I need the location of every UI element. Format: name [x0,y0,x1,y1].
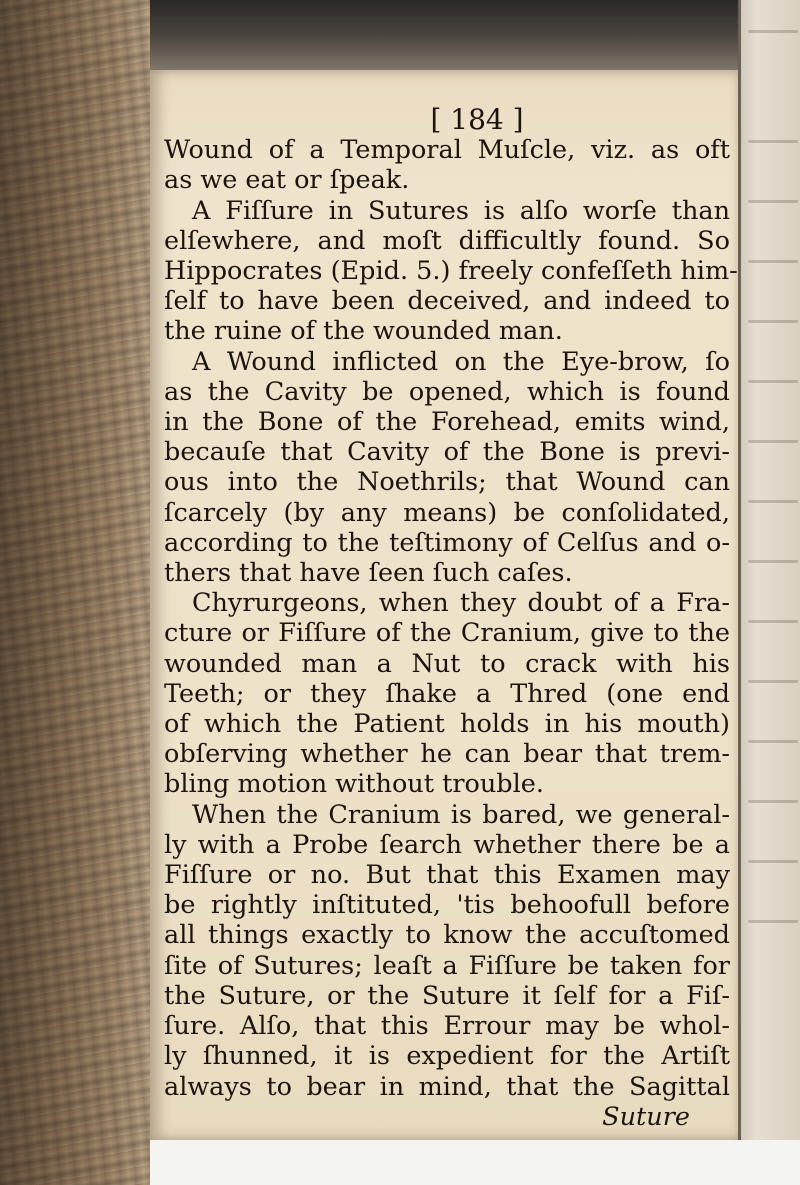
text-line: obſerving whether he can bear that trem- [164,739,730,770]
adjacent-page-strip [738,0,800,1185]
text-line: ous into the Noethrils; that Wound can [164,467,730,498]
page-text [164,103,738,1132]
text-line: Fiſſure or no. But that this Examen may [164,860,730,891]
text-line: all things exactly to know the accuſtomed [164,920,730,951]
bottom-margin [150,1140,800,1185]
text-line: Wound of a Temporal Muſcle, viz. as oft [164,135,730,166]
ghost-text-line [748,380,798,383]
text-lines [164,135,738,1102]
ghost-text-line [748,860,798,863]
page-fold [738,0,741,1185]
text-line: becauſe that Cavity of the Bone is previ- [164,437,730,468]
text-line: A Fiſſure in Sutures is alſo worſe than [192,195,730,226]
text-line: be rightly inſtituted, 'tis behoofull before [164,890,730,921]
ghost-text-line [748,320,798,323]
catchword: Suture [602,1101,690,1132]
text-line: A Wound inflicted on the Eye-brow, ſo [192,346,730,377]
text-line: the ruine of the wounded man. [164,316,563,347]
ghost-text-line [748,920,798,923]
text-line: elſewhere, and moſt difficultly found. So [164,225,730,256]
text-line: thers that have ſeen ſuch caſes. [164,558,573,589]
text-line: ſure. Alſo, that this Errour may be whol- [164,1011,730,1042]
ghost-text-line [748,200,798,203]
ghost-text-line [748,740,798,743]
text-line: ly with a Probe ſearch whether there be a [164,829,730,860]
ghost-text-line [748,680,798,683]
text-line: always to bear in mind, that the Sagittal [164,1071,730,1102]
text-line: according to the teſtimony of Celſus and o- [164,527,730,558]
text-line: Teeth; or they ſhake a Thred (one end [164,678,730,709]
ghost-text-line [748,440,798,443]
text-line: as we eat or ſpeak. [164,165,410,196]
page-number: [ 184 ] [430,103,524,136]
text-line: ſcarcely (by any means) be conſolidated, [164,497,730,528]
ghost-text-line [748,30,798,33]
text-line: ſite of Sutures; leaſt a Fiſſure be taken for [164,950,730,981]
text-line: When the Cranium is bared, we general- [192,799,730,830]
left-marbled-edge [0,0,150,1185]
ghost-text-line [748,260,798,263]
text-line: bling motion without trouble. [164,769,544,800]
text-line: Hippocrates (Epid. 5.) freely confeſſeth him- [164,256,738,287]
text-line: cture or Fiſſure of the Cranium, give to the [164,618,730,649]
text-line: of which the Patient holds in his mouth) [164,709,730,740]
text-line: wounded man a Nut to crack with his [164,648,730,679]
ghost-text-line [748,140,798,143]
text-line: ſelf to have been deceived, and indeed to [164,286,730,317]
ghost-text-line [748,800,798,803]
text-line: the Suture, or the Suture it ſelf for a Fiſ- [164,980,730,1011]
ghost-text-line [748,500,798,503]
ghost-text-line [748,620,798,623]
text-line: ly ſhunned, it is expedient for the Artiſt [164,1041,730,1072]
ghost-text-line [748,560,798,563]
text-line: as the Cavity be opened, which is found [164,376,730,407]
text-line: in the Bone of the Forehead, emits wind, [164,407,730,438]
text-line: Chyrurgeons, when they doubt of a Fra- [192,588,730,619]
